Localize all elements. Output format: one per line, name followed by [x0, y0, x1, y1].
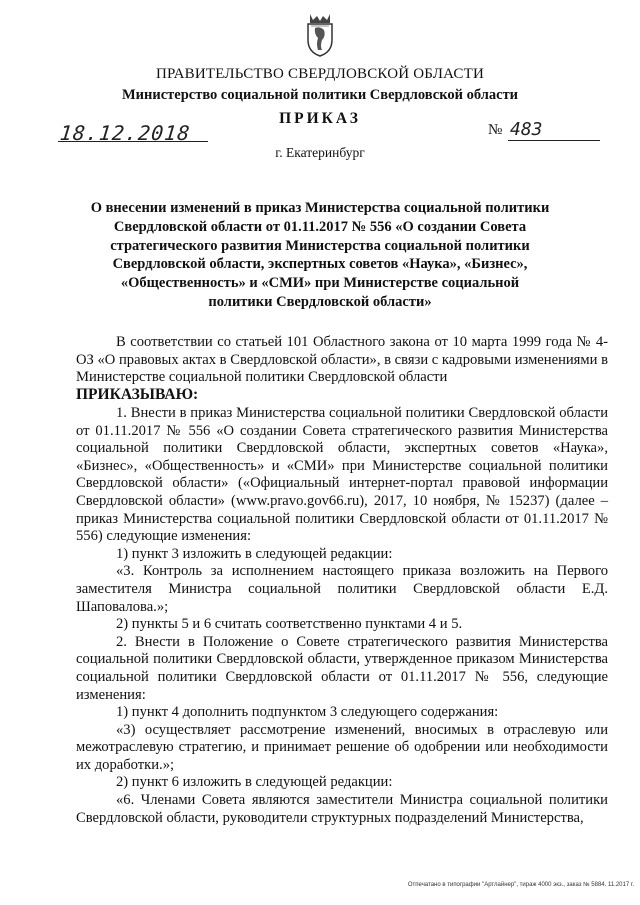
- ministry-name: Министерство социальной политики Свердловской области: [121, 87, 519, 103]
- coat-of-arms-icon: [300, 10, 340, 58]
- print-footer: Отпечатано в типографии "Артлайнер", тираж 4000 экз., заказ № 5884. 11.2017 г.: [407, 882, 634, 888]
- order-number: 483: [510, 119, 543, 140]
- order-title: О внесении изменений в приказ Министерства социальной политики Свердловской области от 01.11.2017 № 556 «О создании Совета стратегического развития Министерства социальной политики Свердловской области, экспертных советов «Наука», «Бизнес», «Общественность» и «СМИ» при Министерстве социальной политики Свердловской области»: [90, 200, 550, 310]
- preamble-text: В соответствии со статьей 101 Областного закона от 10 марта 1999 года № 4-ОЗ «О правовых актах в Свердловской области», в связи с кадровыми изменениями в Министерстве социальной политики Свердловской области: [76, 334, 608, 386]
- paragraph-2: 2. Внести в Положение о Совете стратегического развития Министерства социальной политики Свердловской области, утвержденное приказом Министерства социальной политики Свердловской области от 01.11.2017 № 556, следующие изменения:: [76, 633, 608, 703]
- order-word: ПРИКАЗЫВАЮ:: [76, 386, 199, 403]
- government-name: ПРАВИТЕЛЬСТВО СВЕРДЛОВСКОЙ ОБЛАСТИ: [155, 66, 485, 82]
- subpoint-1-2: 2) пункты 5 и 6 считать соответственно пунктами 4 и 5.: [116, 616, 463, 633]
- document-type: ПРИКАЗ: [279, 110, 361, 127]
- city: г. Екатеринбург: [275, 145, 365, 160]
- subpoint-2-2: 2) пункт 6 изложить в следующей редакции:: [116, 774, 393, 791]
- subpoint-1-1: 1) пункт 3 изложить в следующей редакции:: [116, 545, 393, 562]
- date-underline: [58, 141, 208, 142]
- preamble: [76, 334, 608, 387]
- number-sign: №: [488, 122, 503, 138]
- number-underline: [508, 140, 600, 141]
- subpoint-1-1-text: «3. Контроль за исполнением настоящего приказа возложить на Первого заместителя Министра социальной политики Свердловской области Е.Д. Шаповалова.»;: [76, 563, 608, 615]
- order-body: [76, 405, 608, 827]
- subpoint-2-2-text: «6. Членами Совета являются заместители Министра социальной политики Свердловской области, руководители структурных подразделений Министерства,: [76, 792, 608, 826]
- subpoint-2-1: 1) пункт 4 дополнить подпунктом 3 следующего содержания:: [116, 704, 499, 721]
- order-date: 18.12.2018: [58, 121, 192, 145]
- subpoint-2-1-text: «3) осуществляет рассмотрение изменений, вносимых в отраслевую или межотраслевую стратегию, и принимает решение об одобрении или необходимости их доработки.»;: [76, 721, 608, 773]
- paragraph-1: 1. Внести в приказ Министерства социальной политики Свердловской области от 01.11.2017 № 556 «О создании Совета стратегического развития Министерства социальной политики Свердловской области, экспертных советов «Наука», «Бизнес», «Общественность» и «СМИ» при Министерстве социальной политики Свердловской области» («Официальный интернет-портал правовой информации Свердловской области» (www.pravo.gov66.ru), 2017, 10 ноября, № 15237) (далее – приказ Министерства социальной политики Свердловской области от 01.11.2017 № 556) следующие изменения:: [76, 405, 608, 545]
